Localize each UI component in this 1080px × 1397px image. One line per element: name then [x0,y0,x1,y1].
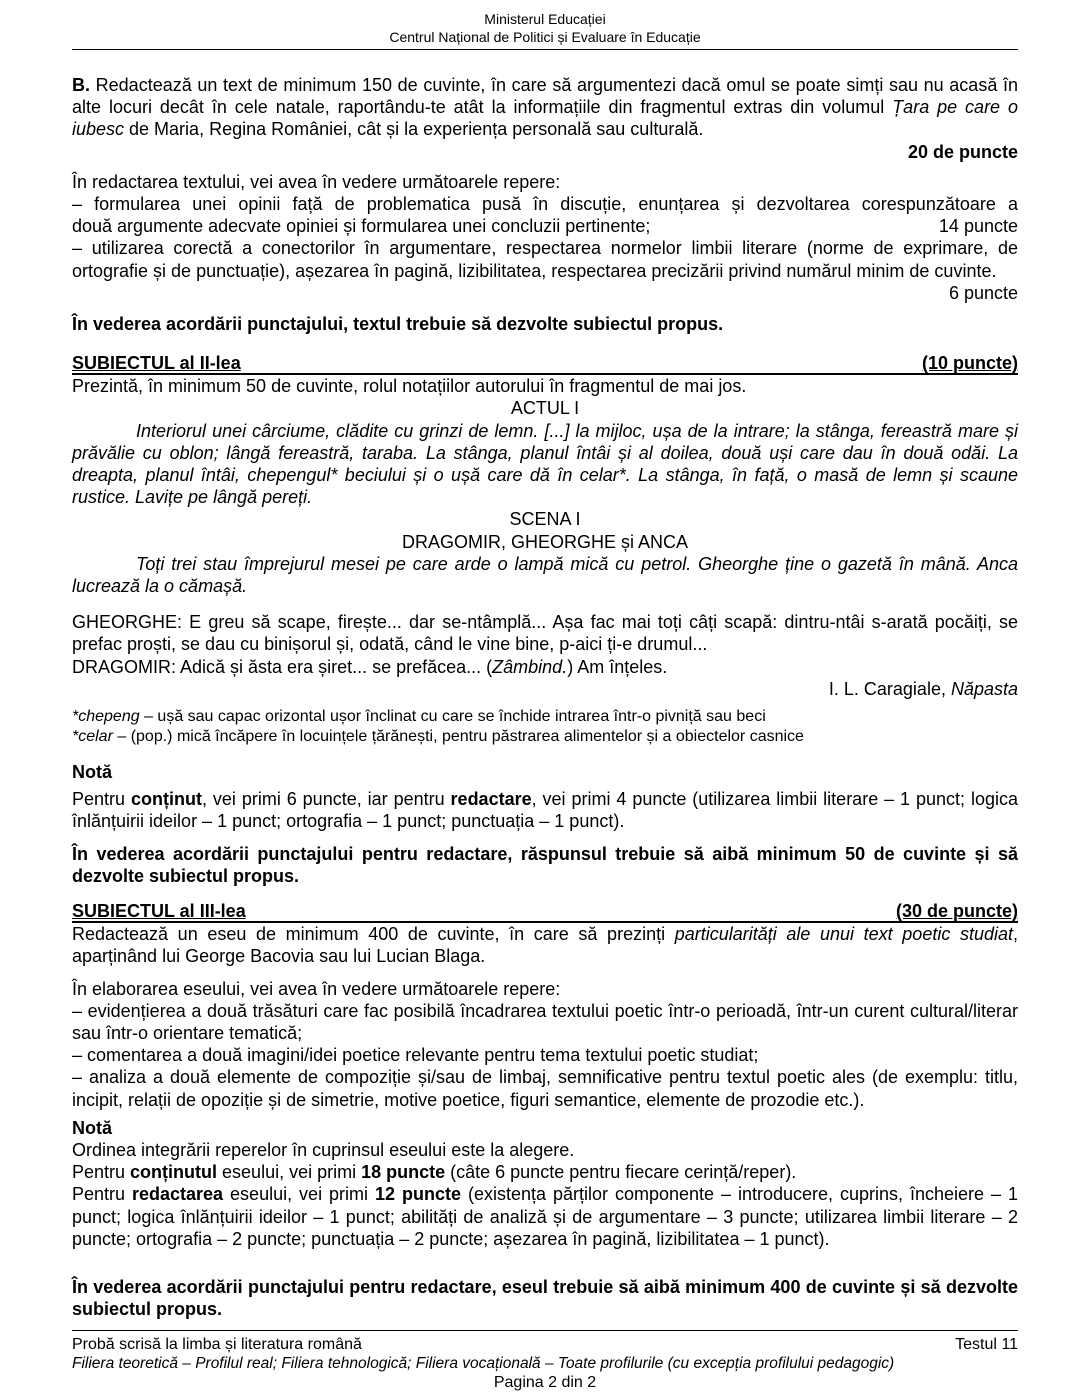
footer-row1 [72,1335,1018,1354]
subject2-note-title: Notă [72,762,112,783]
subject3-note-line2 [72,1161,1018,1183]
b-letter: B. [72,75,90,95]
b-item2-points: 6 puncte [948,282,1018,303]
dialogue-dragomir-italic: Zâmbind. [492,656,568,677]
ministry-name: Ministerul Educației [484,11,606,27]
footnote-chepeng-def: – ușă sau capac orizontal ușor înclinat cu care se închide intrarea într-o pivniță sau beci [139,708,766,726]
footnote-celar-term: *celar [72,728,113,746]
subject3-note-line2-b2: 18 puncte [361,1162,446,1183]
subject2-note-post: , vei primi 4 puncte (utilizarea limbii literare – 1 punct; logica înlănțuirii ideilor – 1 punct; ortografia – 1 punct; punctuația – 1 punct). [72,789,1018,832]
dialogue-dragomir-post: ) Am înțeles. [567,656,668,677]
subject3-note-line2-b1: conținutul [130,1162,218,1183]
subject2-task: Prezintă, în minimum 50 de cuvinte, rolul notațiilor autorului în fragmentul de mai jos. [72,376,747,397]
scene-directions: Toți trei stau împrejurul mesei pe care arde o lampă mică cu petrol. Gheorghe ține o gazetă în mână. Anca lucrează la o cămașă. [72,553,1018,597]
footer-page-number: Pagina 2 din 2 [493,1374,597,1391]
subject3-note-line3-b2: 12 puncte [375,1184,461,1205]
b-item1-line2: două argumente adecvate opiniei și formularea unei concluzii pertinente; [72,216,651,237]
subject3-note-line2-pre: Pentru [72,1162,131,1183]
subject2-heading [72,353,1018,375]
footer-test-number: Testul 11 [955,1336,1018,1353]
subject3-task-italic: particularități ale unui text poetic studiat [674,924,1013,945]
footer-profiles: Filiera teoretică – Profilul real; Filiera tehnologică; Filiera vocațională – Toate profilurile (cu excepția profilului pedagogic) [72,1355,895,1372]
subject3-note-line2-mid: eseului, vei primi [217,1162,362,1183]
subject3-task-pre: Redactează un eseu de minimum 400 de cuvinte, în care să prezinți [72,924,675,945]
subject3-note-line2-post: (câte 6 puncte pentru fiecare cerință/reper). [445,1162,797,1183]
center-name: Centrul Național de Politici și Evaluare în Educație [389,29,701,45]
footer-exam-name: Probă scrisă la limba și literatura română [72,1336,362,1353]
b-task-title: Țara pe care o iubesc [72,97,1019,140]
subject3-title: SUBIECTUL al III-lea [72,901,246,922]
footnotes [72,707,1018,747]
dialogue-dragomir [72,656,1018,678]
subject3-item3: – analiza a două elemente de compoziție și/sau de limbaj, semnificative pentru textul poetic ales (de exemplu: titlu, incipit, relații de opoziție și de simetrie, motive poetice, figuri semantice, elemente de prozodie etc.). [72,1067,1018,1110]
b-task-pre: Redactează un text de minimum 150 de cuvinte, în care să argumentezi dacă omul se poate simți sau nu acasă în alte locuri decât în cele natale, raportându-te atât la informațiile din fragmentul extras din volumul [72,75,1018,118]
subject3-note-line3-mid: eseului, vei primi [223,1184,375,1205]
subject2-title: SUBIECTUL al II-lea [72,353,241,374]
stage-directions: Interiorul unei cârciume, clădite cu grinzi de lemn. [...] la mijloc, ușa de la intrare; la stânga, fereastră mare și prăvălie cu oblon; lângă fereastră, taraba. La stânga, planul întâi și al doilea, două uși care dau în două odăi. La dreapta, planul întâi, chepengul* beciului și o ușă care dă în celar*. La stânga, în față, o masă de lemn și scaune rustice. Lavițe pe lângă pereți. [72,420,1018,508]
subject3-note-line3-b1: redactarea [132,1184,224,1205]
subject2-points: (10 puncte) [921,353,1018,374]
source-work: Năpasta [950,678,1018,699]
footnote-chepeng [72,707,1018,727]
footnote-chepeng-term: *chepeng [72,708,140,726]
scene-characters: DRAGOMIR, GHEORGHE și ANCA [401,531,689,552]
b-points: 20 de puncte [907,141,1018,162]
b-item1-line1: – formularea unei opinii față de problematica pusă în discuție, enunțarea și dezvoltarea corespunzătoare a [72,194,1018,215]
subject3-note-line3 [72,1183,1018,1250]
exam-page [72,0,1018,1320]
subject3-bold-note: În vederea acordării punctajului pentru redactare, eseul trebuie să aibă minimum 400 de cuvinte și să dezvolte subiectul propus. [72,1276,1018,1320]
subject2-note-pre: Pentru [72,789,131,810]
footnote-celar-def: – (pop.) mică încăpere în locuințele țărănești, pentru păstrarea alimentelor și a obiectelor casnice [112,728,804,746]
subject3-note-line3-pre: Pentru [72,1184,132,1205]
act-title: ACTUL I [510,398,580,419]
footnote-celar [72,727,1018,747]
header-divider [72,49,1018,50]
subject3-heading [72,901,1018,923]
subject3-note-title: Notă [72,1117,112,1138]
b-task [72,74,1018,141]
page-footer [72,1330,1018,1392]
b-bold-note: În vederea acordării punctajului, textul trebuie să dezvolte subiectul propus. [72,314,724,335]
subject3-points: (30 de puncte) [895,901,1018,922]
subject2-note-mid: , vei primi 6 puncte, iar pentru [201,789,451,810]
subject3-note-line1: Ordinea integrării reperelor în cuprinsul eseului este la alegere. [72,1139,575,1160]
main-content [72,74,1018,1320]
b-intro: În redactarea textului, vei avea în vedere următoarele repere: [72,171,561,192]
subject3-intro: În elaborarea eseului, vei avea în vedere următoarele repere: [72,978,561,999]
subject2-note-redactare: redactare [450,789,532,810]
b-item2: – utilizarea corectă a conectorilor în argumentare, respectarea normelor limbii literare (norme de exprimare, de ortografie și de punctuație), așezarea în pagină, lizibilitatea, respectarea precizării privind numărul minim de cuvinte. [72,238,1018,281]
b-item1-line2-row [72,215,1018,237]
subject2-note [72,788,1018,832]
page-header [72,0,1018,46]
subject3-note-line3-post: (existența părților componente – introducere, cuprins, încheiere – 1 punct; logica înlănțuirii ideilor – 1 punct; abilități de analiză și de argumentare – 3 puncte; utilizarea limbii literare – 2 puncte; ortografia – 2 puncte; punctuația – 2 puncte; așezarea în pagină, lizibilitatea – 1 punct). [72,1184,1018,1249]
source-author: I. L. Caragiale, [828,678,951,699]
b-task-post: de Maria, Regina României, cât și la experiența personală sau culturală. [124,119,704,140]
dialogue-dragomir-pre: DRAGOMIR: Adică și ăsta era șiret... se prefăcea... ( [72,656,493,677]
scene-title: SCENA I [509,509,581,530]
subject2-bold-note: În vederea acordării punctajului pentru redactare, răspunsul trebuie să aibă minimum 50 de cuvinte și să dezvolte subiectul propus. [72,843,1018,886]
subject3-task [72,923,1018,967]
b-item1-points: 14 puncte [938,216,1018,237]
subject3-item2: – comentarea a două imagini/idei poetice relevante pentru tema textului poetic studiat; [72,1045,759,1066]
subject3-item1: – evidențierea a două trăsături care fac posibilă încadrarea textului poetic într-o perioadă, într-un curent cultural/literar sau într-o orientare tematică; [72,1000,1018,1043]
dialogue-gheorghe: GHEORGHE: E greu să scape, firește... dar se-ntâmplă... Așa fac mai toți câți scapă: dintru-ntâi s-arată pocăiți, se prefac proști, se dau cu binișorul și, odată, când le vine bine, p-aici ți-e drumul... [72,612,1018,655]
source-attribution [72,678,1018,700]
subject2-note-content: conținut [130,789,202,810]
subject3-task-post: , aparținând lui George Bacovia sau lui Lucian Blaga. [72,924,1018,967]
